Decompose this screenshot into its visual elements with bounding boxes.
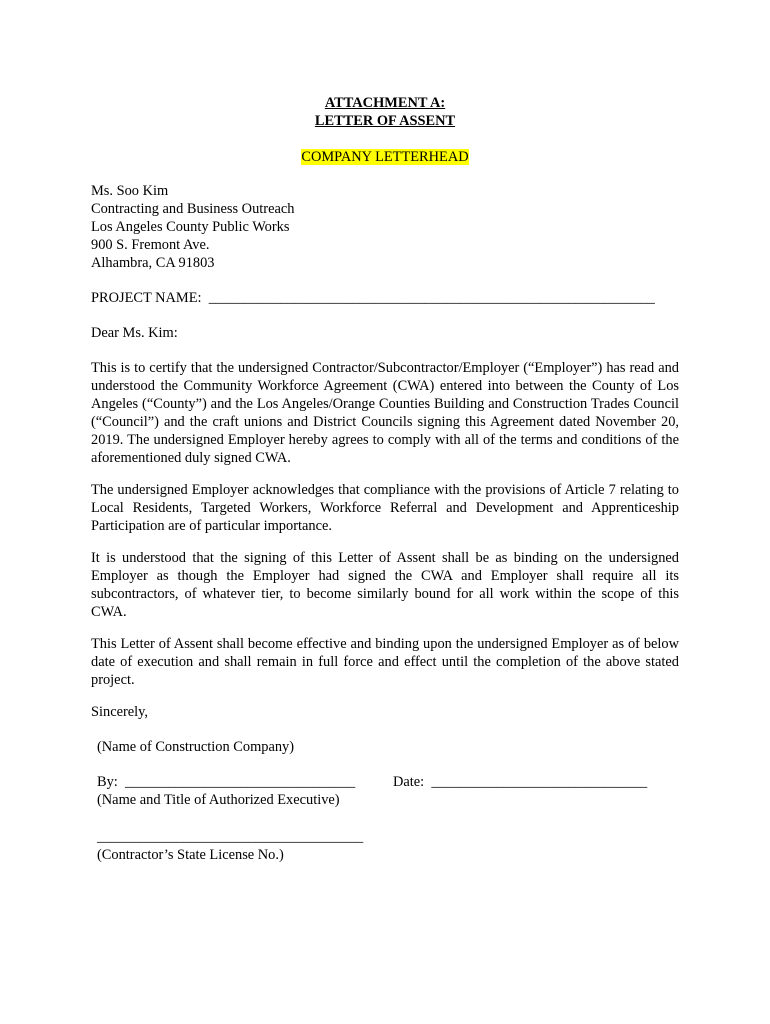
letter-title: LETTER OF ASSENT: [314, 113, 456, 129]
recipient-address: [91, 182, 679, 272]
recipient-street: 900 S. Fremont Ave.: [91, 237, 210, 253]
by-signature-line: By: ________________________________: [97, 774, 356, 790]
date-line: Date: ______________________________: [393, 774, 648, 790]
letter-page: [91, 94, 679, 864]
license-label: (Contractor’s State License No.): [97, 847, 284, 863]
recipient-organization: Los Angeles County Public Works: [91, 219, 290, 235]
license-line: _____________________________________: [97, 829, 364, 845]
recipient-name: Ms. Soo Kim: [91, 183, 169, 199]
company-name-label: (Name of Construction Company): [97, 739, 295, 755]
paragraph-binding: It is understood that the signing of this Letter of Assent shall be as binding on the undersigned Employer as though the Employer had signed the CWA and Employer shall require all its subcontractors, of whatever tier, to become similarly bound for all work within the scope of this CWA.: [91, 550, 679, 620]
project-name-blank: ______________________________________________________________: [208, 290, 655, 306]
paragraph-article-7: The undersigned Employer acknowledges that compliance with the provisions of Article 7 relating to Local Residents, Targeted Workers, Workforce Referral and Development and Apprenticeship Participation are of particular importance.: [91, 482, 679, 534]
project-name-row: [91, 289, 679, 307]
signature-block: [91, 738, 679, 864]
salutation: Dear Ms. Kim:: [91, 325, 178, 341]
project-name-label: PROJECT NAME:: [91, 290, 209, 306]
by-date-row: [97, 773, 679, 791]
attachment-title: ATTACHMENT A:: [324, 95, 446, 111]
closing: Sincerely,: [91, 704, 149, 720]
paragraph-certification: This is to certify that the undersigned Contractor/Subcontractor/Employer (“Employer”) has read and understood the Community Workforce Agreement (CWA) entered into between the County of Los Angeles (“County”) and the Los Angeles/Orange Counties Building and Construction Trades Council (“Council”) and the craft unions and District Councils signing this Agreement dated November 20, 2019. The undersigned Employer hereby agrees to comply with all of the terms and conditions of the aforementioned duly signed CWA.: [91, 360, 679, 466]
recipient-city: Alhambra, CA 91803: [91, 255, 215, 271]
letterhead-placeholder: COMPANY LETTERHEAD: [301, 149, 469, 165]
executive-label: (Name and Title of Authorized Executive): [97, 792, 340, 808]
letterhead-line: [91, 148, 679, 166]
paragraph-effective: This Letter of Assent shall become effective and binding upon the undersigned Employer as of below date of execution and shall remain in full force and effect until the completion of the above stated project.: [91, 636, 679, 688]
recipient-department: Contracting and Business Outreach: [91, 201, 295, 217]
